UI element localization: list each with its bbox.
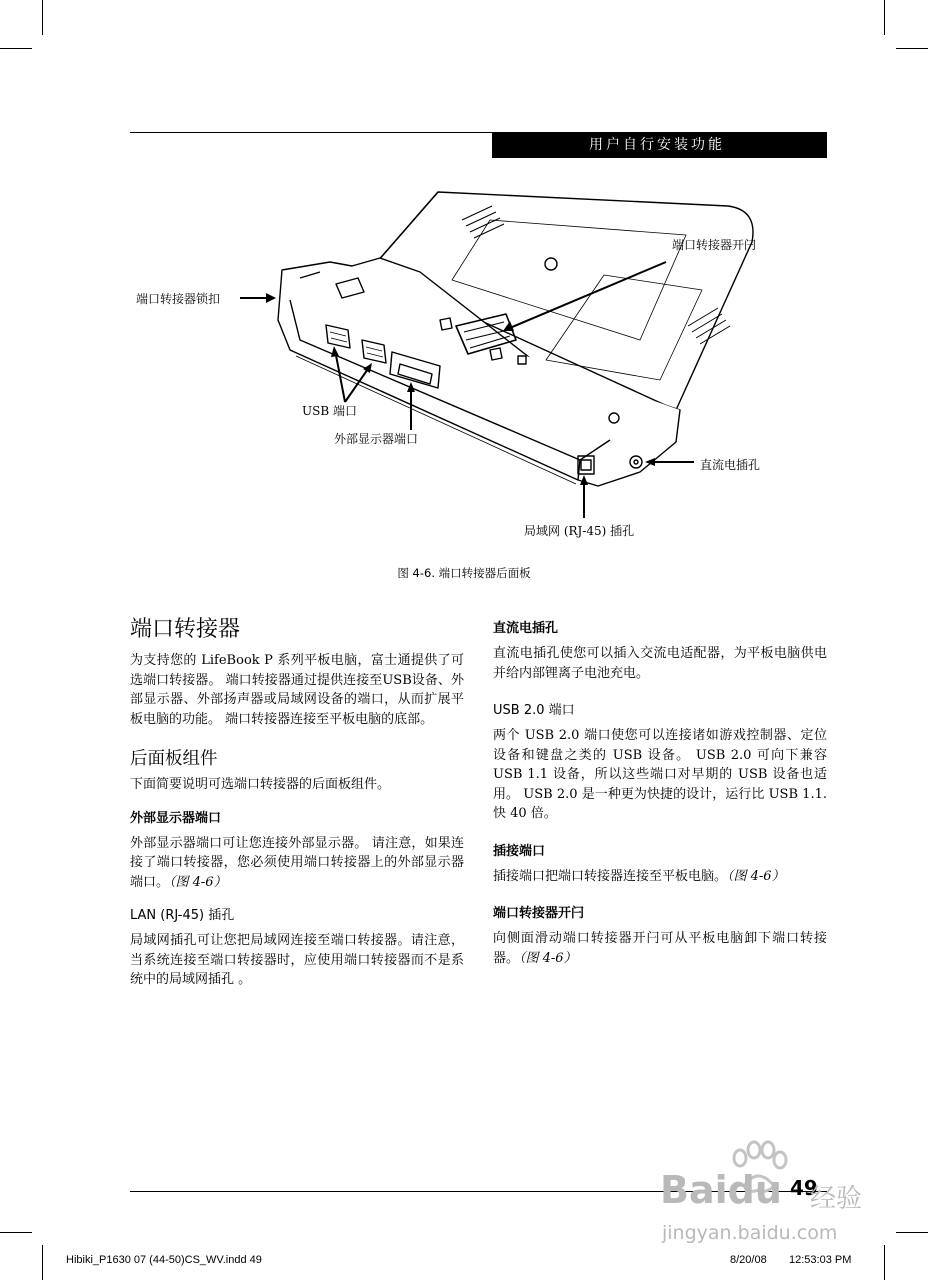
rear-panel-paragraph: 下面简要说明可选端口转接器的后面板组件。 xyxy=(130,777,391,792)
title-dc-in: 直流电插孔 xyxy=(493,621,559,636)
intro-paragraph: 为支持您的 LifeBook P 系列平板电脑，富士通提供了可选端口转接器。 端口转接器通过提供连接至USB设备、外部显示器、外部扬声器或局域网设备的端口，从而扩展平板电脑的功能。 端口转接器连接至平板电脑的底部。 xyxy=(130,653,464,727)
port-replicator-figure xyxy=(0,180,928,550)
title-dock-release: 端口转接器开闩 xyxy=(493,906,585,921)
title-lan-jack: LAN (RJ-45) 插孔 xyxy=(130,908,235,923)
dock-release-paragraph xyxy=(493,929,827,968)
footer-date: 8/20/08 xyxy=(730,1254,767,1266)
watermark-url: jingyan.baidu.com xyxy=(662,1222,838,1244)
usb-paragraph: 两个 USB 2.0 端口使您可以连接诸如游戏控制器、定位设备和键盘之类的 USB 设备。 USB 2.0 可向下兼容 USB 1.1 设备，所以这些端口对早期的 USB 设备也适用。 USB 2.0 是一种更为快捷的设计，运行比 USB 1.1. 快 40 倍。 xyxy=(493,728,827,821)
footer-time: 12:53:03 PM xyxy=(789,1254,852,1266)
title-port-replicator: 端口转接器 xyxy=(130,617,241,642)
docking-port-text: 插接端口把端口转接器连接至平板电脑。 xyxy=(493,868,728,884)
left-column xyxy=(130,616,464,990)
crop-mark-bottom-right-h xyxy=(896,1232,928,1233)
title-rear-panel: 后面板组件 xyxy=(130,749,218,769)
label-dock-latch: 端口转接器锁扣 xyxy=(136,292,221,306)
title-external-monitor: 外部显示器端口 xyxy=(130,810,222,826)
label-usb-ports: USB 端口 xyxy=(302,404,357,418)
page-number: 49 xyxy=(790,1176,818,1200)
footer-file-info: Hibiki_P1630 07 (44-50)CS_WV.indd 49 xyxy=(66,1254,262,1266)
crop-mark-top-right-v xyxy=(884,0,885,35)
label-external-monitor: 外部显示器端口 xyxy=(334,432,419,446)
label-lan: 局域网 (RJ-45) 插孔 xyxy=(524,524,635,538)
crop-mark-top-left-h xyxy=(0,48,32,49)
watermark-brand: Baidu xyxy=(660,1168,782,1212)
lan-paragraph: 局域网插孔可让您把局域网连接至端口转接器。请注意，当系统连接至端口转接器时，应使用端口转接器而不是系统中的局域网插孔 。 xyxy=(130,933,464,987)
title-docking-port: 插接端口 xyxy=(493,843,546,859)
crop-mark-top-left-v xyxy=(42,0,43,35)
figure-caption: 图 4-6. 端口转接器后面板 xyxy=(397,566,531,580)
docking-port-paragraph xyxy=(493,867,827,887)
label-dc-in: 直流电插孔 xyxy=(700,458,761,472)
external-monitor-figure-ref: （图 4-6） xyxy=(169,874,227,890)
port-replicator-illustration xyxy=(0,180,928,550)
title-usb: USB 2.0 端口 xyxy=(493,703,575,718)
label-dock-release: 端口转接器开闩 xyxy=(672,238,757,252)
external-monitor-text: 外部显示器端口可让您连接外部显示器。 请注意，如果连接了端口转接器，您必须使用端口转接器上的外部显示器端口。 xyxy=(130,835,464,890)
dock-release-text: 向侧面滑动端口转接器开闩可从平板电脑卸下端口转接器。 xyxy=(493,931,827,966)
baidu-watermark xyxy=(660,1140,890,1250)
docking-port-figure-ref: （图 4-6） xyxy=(727,868,785,884)
crop-mark-bottom-right-v xyxy=(884,1245,885,1280)
external-monitor-paragraph xyxy=(130,834,464,893)
watermark-suffix: 经验 xyxy=(810,1184,863,1214)
right-column xyxy=(493,619,827,968)
crop-mark-bottom-left-h xyxy=(0,1232,32,1233)
dc-in-paragraph: 直流电插孔使您可以插入交流电适配器，为平板电脑供电并给内部锂离子电池充电。 xyxy=(493,646,827,681)
crop-mark-top-right-h xyxy=(896,48,928,49)
section-header: 用户自行安装功能 xyxy=(492,133,827,158)
dock-release-figure-ref: （图 4-6） xyxy=(519,950,577,966)
crop-mark-bottom-left-v xyxy=(42,1245,43,1280)
